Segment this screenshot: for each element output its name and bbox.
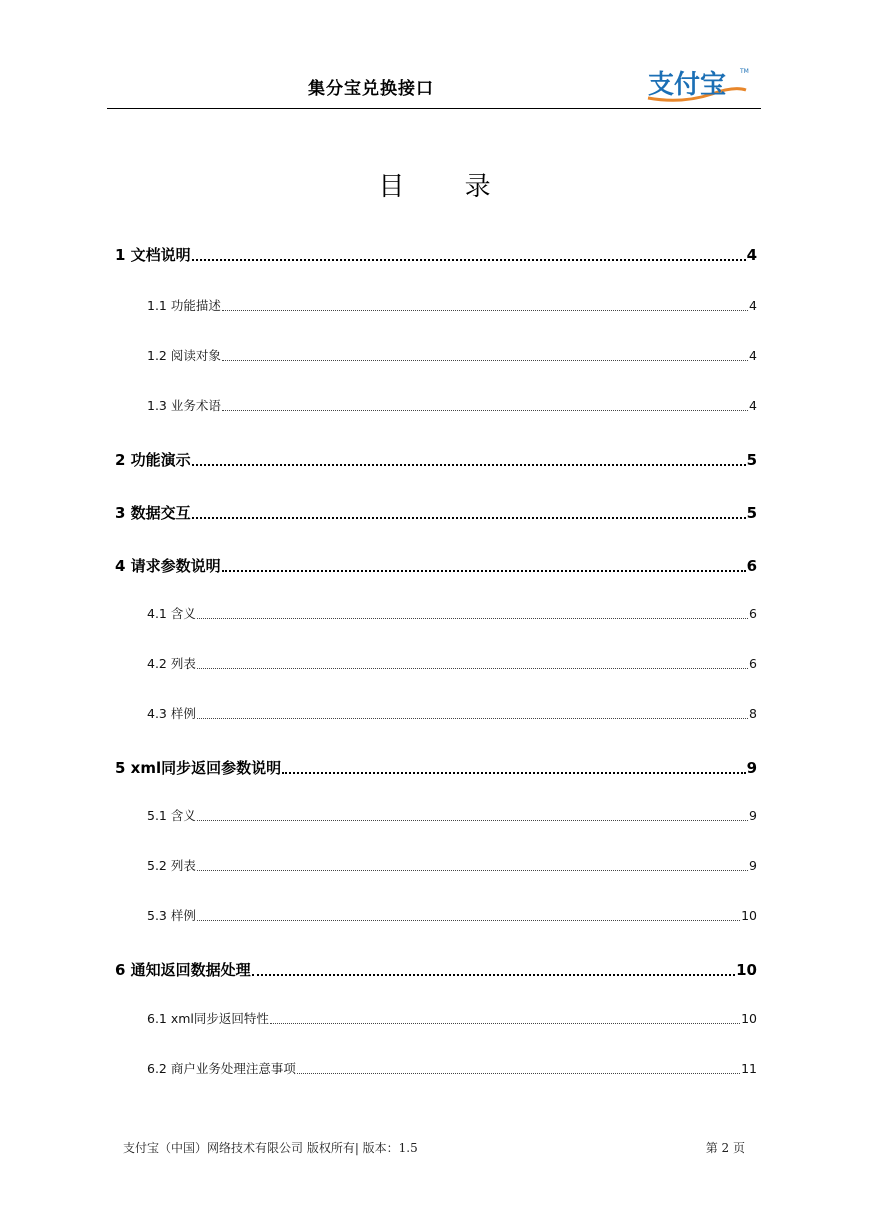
toc-entry-label: 1 文档说明 [115, 246, 191, 264]
toc-entry-label: 3 数据交互 [115, 504, 191, 522]
toc-dot-leader [197, 870, 748, 871]
toc-entry-label: 1.1 功能描述 [147, 298, 221, 313]
toc-entry-label: 5.2 列表 [147, 858, 196, 873]
toc-entry-page: 4 [749, 398, 757, 413]
toc-dot-leader [197, 820, 748, 821]
toc-entry-section[interactable] [147, 704, 757, 722]
toc-entry-page: 6 [749, 606, 757, 621]
toc-entry-label: 2 功能演示 [115, 451, 191, 469]
toc-entry-chapter[interactable] [115, 449, 757, 470]
toc-dot-leader [192, 517, 746, 519]
header-divider [107, 108, 761, 109]
toc-entry-section[interactable] [147, 906, 757, 924]
toc-entry-section[interactable] [147, 346, 757, 364]
toc-entry-label: 4.2 列表 [147, 656, 196, 671]
toc-dot-leader [192, 464, 746, 466]
toc-entry-page: 5 [746, 451, 757, 469]
toc-entry-label: 1.3 业务术语 [147, 398, 221, 413]
page-footer [123, 1139, 745, 1156]
toc-entry-label: 5.3 样例 [147, 908, 196, 923]
toc-dot-leader [197, 920, 740, 921]
toc-entry-page: 4 [746, 246, 757, 264]
toc-entry-section[interactable] [147, 856, 757, 874]
toc-entry-section[interactable] [147, 1009, 757, 1027]
toc-dot-leader [197, 668, 748, 669]
toc-entry-page: 10 [741, 908, 757, 923]
toc-entry-page: 8 [749, 706, 757, 721]
toc-dot-leader [222, 310, 748, 311]
toc-entry-page: 4 [749, 348, 757, 363]
toc-dot-leader [197, 718, 748, 719]
toc-entry-section[interactable] [147, 296, 757, 314]
toc-dot-leader [222, 570, 746, 572]
footer-copyright: 支付宝（中国）网络技术有限公司 版权所有| 版本：1.5 [123, 1141, 418, 1155]
toc-dot-leader [222, 360, 748, 361]
toc-entry-section[interactable] [147, 806, 757, 824]
toc-entry-section[interactable] [147, 604, 757, 622]
toc-entry-page: 6 [749, 656, 757, 671]
toc-dot-leader [252, 974, 735, 976]
toc-dot-leader [282, 772, 745, 774]
toc-dot-leader [197, 618, 748, 619]
toc-entry-label: 5.1 含义 [147, 808, 196, 823]
toc-dot-leader [192, 259, 746, 261]
toc-entry-section[interactable] [147, 654, 757, 672]
toc-entry-page: 9 [746, 759, 757, 777]
toc-entry-page: 10 [741, 1011, 757, 1026]
toc-entry-page: 9 [749, 858, 757, 873]
toc-entry-label: 4 请求参数说明 [115, 557, 221, 575]
toc-entry-chapter[interactable] [115, 959, 757, 980]
document-header-title: 集分宝兑换接口 [308, 79, 434, 99]
toc-entry-label: 6 通知返回数据处理 [115, 961, 251, 979]
toc-entry-label: 4.3 样例 [147, 706, 196, 721]
toc-entry-page: 6 [746, 557, 757, 575]
toc-dot-leader [270, 1023, 740, 1024]
toc-entry-chapter[interactable] [115, 502, 757, 523]
toc-entry-chapter[interactable] [115, 555, 757, 576]
toc-entry-page: 9 [749, 808, 757, 823]
toc-entry-chapter[interactable] [115, 244, 757, 265]
logo-text: 支付宝 [648, 70, 727, 100]
toc-entry-label: 6.2 商户业务处理注意事项 [147, 1061, 296, 1076]
toc-entry-section[interactable] [147, 396, 757, 414]
toc-entry-chapter[interactable] [115, 757, 757, 778]
toc-entry-page: 10 [736, 961, 757, 979]
toc-entry-label: 6.1 xml同步返回特性 [147, 1011, 269, 1026]
toc-entry-label: 5 xml同步返回参数说明 [115, 759, 282, 777]
toc-entry-label: 4.1 含义 [147, 606, 196, 621]
footer-page-number: 第 2 页 [705, 1141, 745, 1155]
toc-heading: 目 录 [378, 172, 517, 202]
toc-entry-label: 1.2 阅读对象 [147, 348, 221, 363]
toc-entry-page: 5 [746, 504, 757, 522]
alipay-logo [642, 64, 752, 104]
toc-entry-page: 11 [741, 1061, 757, 1076]
logo-tm: TM [740, 68, 749, 75]
toc-dot-leader [222, 410, 748, 411]
toc-entry-page: 4 [749, 298, 757, 313]
toc-dot-leader [297, 1073, 740, 1074]
toc-entry-section[interactable] [147, 1059, 757, 1077]
